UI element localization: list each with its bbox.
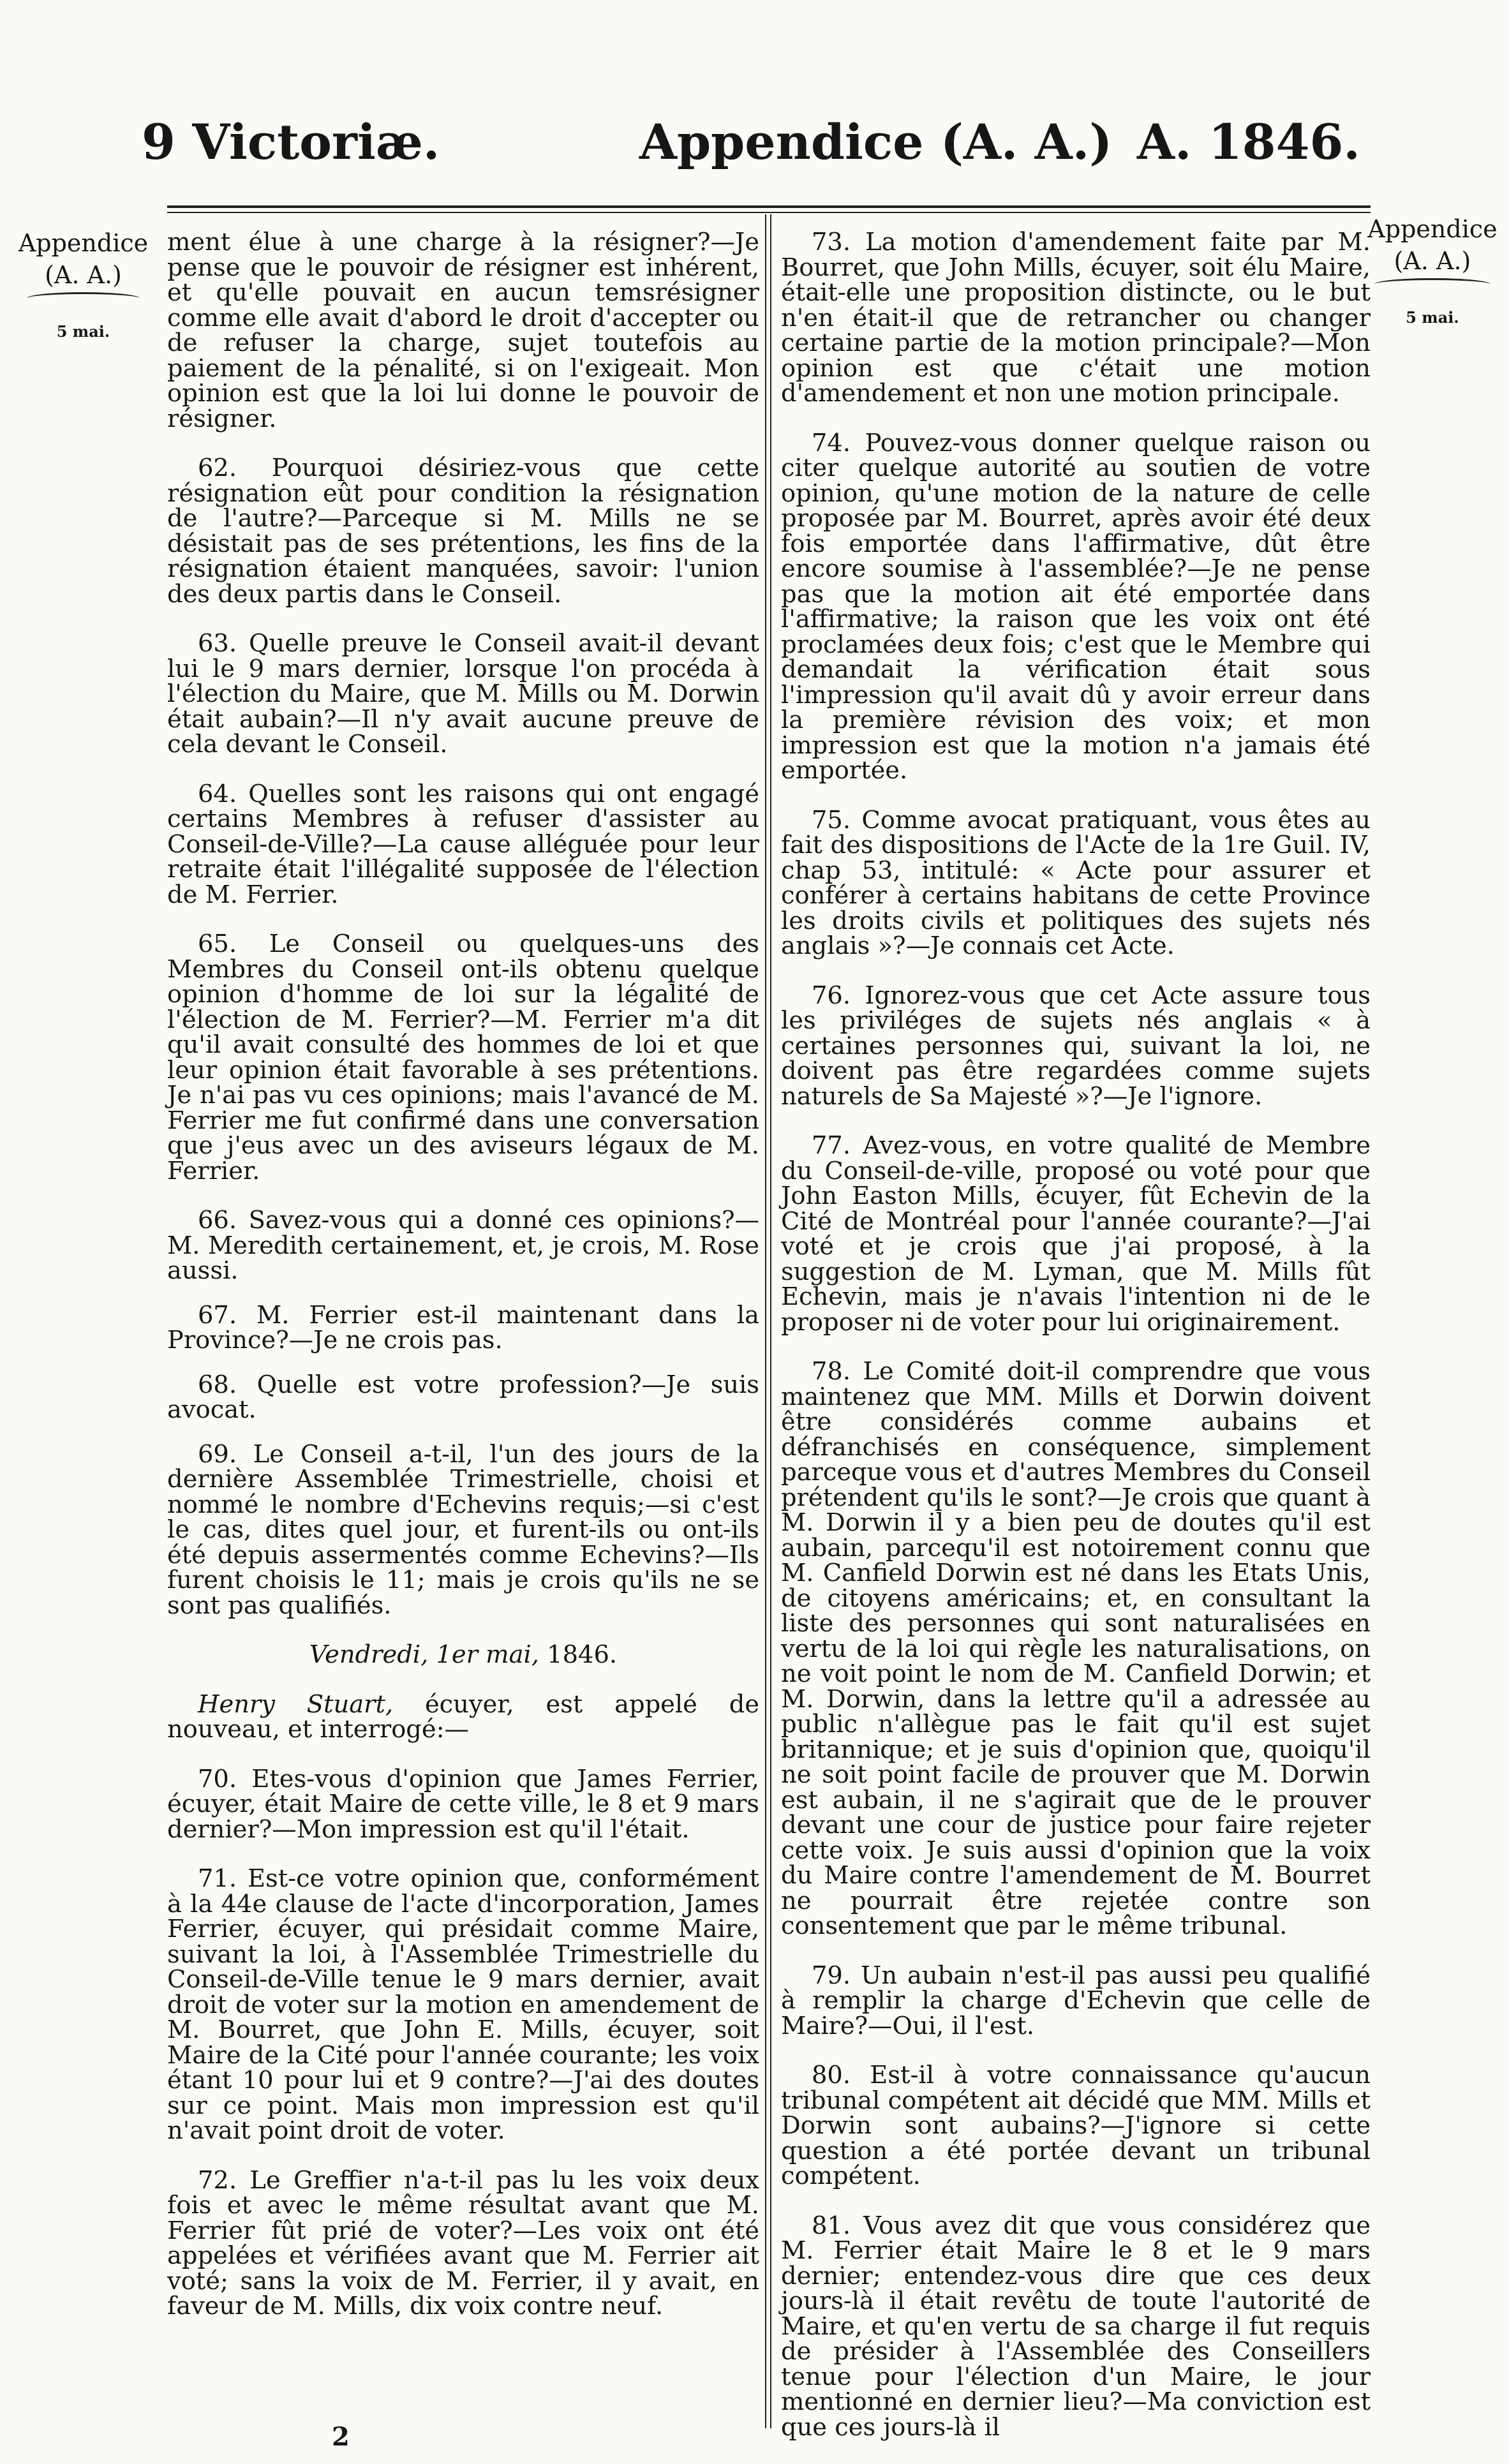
margin-brace (27, 292, 140, 304)
left-column (167, 230, 759, 2343)
question-80: 80. Est-il à votre connaissance qu'aucun tribunal compétent ait décidé que MM. Mills et Dorwin sont aubains?—J'ignore si cette question a été portée devant un tribunal compétent. (781, 2061, 1371, 2190)
witness-name: Henry Stuart, (198, 1689, 394, 1719)
margin-label: Appendice (1367, 215, 1498, 243)
question-67: 67. M. Ferrier est-il maintenant dans la Province?—Je ne crois pas. (167, 1300, 759, 1354)
header-year: A. 1846. (1137, 114, 1360, 170)
header-session: 9 Victoriæ. (142, 114, 440, 170)
question-64: 64. Quelles sont les raisons qui ont engagé certains Membres à refuser d'assister au Conseil-de-Ville?—La cause alléguée pour leur retraite était l'illégalité supposée de l'élection de M. Ferrier. (167, 779, 759, 909)
question-70: 70. Etes-vous d'opinion que James Ferrier, écuyer, était Maire de cette ville, le 8 et 9 mars dernier?—Mon impression est qu'il l'était. (167, 1764, 759, 1844)
column-divider-1 (765, 214, 766, 2428)
session-date (167, 1642, 759, 1668)
witness-text: écuyer, est appelé de nouveau, et interrogé:— (167, 1689, 759, 1744)
question-66: 66. Savez-vous qui a donné ces opinions?—M. Meredith certainement, et, je crois, M. Rose aussi. (167, 1206, 759, 1285)
margin-label-ref: (A. A.) (1394, 247, 1471, 275)
question-62: 62. Pourquoi désiriez-vous que cette résignation eût pour condition la résignation de l'autre?—Parceque si M. Mills ne se désistait pas de ses prétentions, les fins de la résignation étaient manquées, savoir: l'union des deux partis dans le Conseil. (167, 454, 759, 609)
margin-brace (1374, 278, 1490, 290)
witness-intro (167, 1689, 759, 1744)
margin-date: 5 mai. (56, 322, 110, 341)
question-73: 73. La motion d'amendement faite par M. Bourret, que John Mills, écuyer, soit élu Maire, était-elle une proposition distincte, ou le but n'en était-il que de retrancher ou changer certaine partie de la motion principale?—Mon opinion est que c'était une motion d'amendement et non une motion principale. (781, 228, 1371, 408)
question-71: 71. Est-ce votre opinion que, conformément à la 44e clause de l'acte d'incorporation, James Ferrier, écuyer, qui présidait comme Maire, suivant la loi, à l'Assemblée Trimestrielle du Conseil-de-Ville tenue le 9 mars dernier, avait droit de voter sur la motion en amendement de M. Bourret, que John E. Mills, écuyer, soit Maire de la Cité pour l'année courante; les voix étant 10 pour lui et 9 contre?—J'ai des doutes sur ce point. Mais mon impression est qu'il n'avait point droit de voter. (167, 1864, 759, 2145)
question-65: 65. Le Conseil ou quelques-uns des Membres du Conseil ont-ils obtenu quelque opinion d'homme de loi sur la légalité de l'élection de M. Ferrier?—M. Ferrier m'a dit qu'il avait consulté des hommes de loi et que leur opinion était favorable à ses prétentions. Je n'ai pas vu ces opinions; mais l'avancé de M. Ferrier me fut confirmé dans une conversation que j'eus avec un des aviseurs légaux de M. Ferrier. (167, 930, 759, 1185)
question-74: 74. Pouvez-vous donner quelque raison ou citer quelque autorité au soutien de votre opinion, qu'une motion de la nature de celle proposée par M. Bourret, après avoir été deux fois emportée dans l'affirmative, dût être encore soumise à l'assemblée?—Je ne pense pas que la motion ait été emportée dans l'affirmative; la raison que les voix ont été proclamées deux fois; c'est que le Membre qui demandait la vérification était sous l'impression qu'il avait dû y avoir erreur dans la première révision des voix; et mon impression est que la motion n'a jamais été emportée. (781, 428, 1371, 785)
session-day: Vendredi, 1er mai, (309, 1640, 539, 1669)
question-78: 78. Le Comité doit-il comprendre que vous maintenez que MM. Mills et Dorwin doivent être considérés comme aubains et défranchisés en conséquence, simplement parceque vous et d'autres Membres du Conseil prétendent qu'ils le sont?—Je crois que quant à M. Dorwin il y a bien peu de doutes qu'il est aubain, parcequ'il est notoirement connu que M. Canfield Dorwin est né dans les Etats Unis, de citoyens américains; et, en consultant la liste des personnes qui sont naturalisées en vertu de la loi qui règle les naturalisations, on ne voit point le nom de M. Canfield Dorwin; et M. Dorwin, dans la lettre qu'il a adressée au public n'allègue pas le fait qu'il est sujet britannique; et je suis d'opinion que, quoiqu'il ne soit point facile de prouver que M. Dorwin est aubain, il ne s'agirait que de le prouver devant une cour de justice pour faire rejeter cette voix. Je suis aussi d'opinion que la voix du Maire contre l'amendement de M. Bourret ne pourrait être rejetée contre son consentement que par le même tribunal. (781, 1357, 1371, 1940)
margin-note-left (18, 227, 149, 348)
question-72: 72. Le Greffier n'a-t-il pas lu les voix deux fois et avec le même résultat avant que M. Ferrier fût prié de voter?—Les voix ont été appelées et vérifiées avant que M. Ferrier ait voté; sans la voix de M. Ferrier, il y avait, en faveur de M. Mills, dix voix contre neuf. (167, 2165, 759, 2320)
session-year: 1846. (547, 1640, 618, 1669)
question-76: 76. Ignorez-vous que cet Acte assure tous les priviléges de sujets nés anglais « à certaines personnes qui, suivant la loi, ne doivent pas être regardées comme sujets naturels de Sa Majesté »?—Je l'ignore. (781, 981, 1371, 1111)
question-77: 77. Avez-vous, en votre qualité de Membre du Conseil-de-ville, proposé ou voté pour que John Easton Mills, écuyer, fût Echevin de la Cité de Montréal pour l'année courante?—J'ai voté et je crois que j'ai proposé, à la suggestion de M. Lyman, que M. Mills fût Echevin, mais je n'avais l'intention ni de le proposer ni de voter pour lui originairement. (781, 1131, 1371, 1337)
header-title: Appendice (A. A.) (639, 114, 1113, 170)
question-75: 75. Comme avocat pratiquant, vous êtes au fait des dispositions de l'Acte de la 1re Guil. IV, chap 53, intitulé: « Acte pour assurer et conférer à certains habitans de cette Province les droits civils et politiques des sujets nés anglais »?—Je connais cet Acte. (781, 805, 1371, 960)
column-divider-2 (770, 214, 771, 2428)
header-rule-thin (167, 212, 1371, 213)
header-rule-thick (167, 205, 1371, 208)
question-63: 63. Quelle preuve le Conseil avait-il devant lui le 9 mars dernier, lorsque l'on procéda à l'élection du Maire, que M. Mills ou M. Dorwin était aubain?—Il n'y avait aucune preuve de cela devant le Conseil. (167, 629, 759, 759)
page-number: 2 (332, 2422, 350, 2452)
right-column (781, 230, 1371, 2464)
margin-note-right (1365, 213, 1499, 334)
question-81: 81. Vous avez dit que vous considérez que M. Ferrier était Maire le 8 et le 9 mars dernier; entendez-vous dire que ces deux jours-là il était revêtu de toute l'autorité de Maire, et qu'en vertu de sa charge il fut requis de présider à l'Assemblée des Conseillers tenue pour l'élection d'un Maire, le jour mentionné en dernier lieu?—Ma conviction est que ces jours-là il (781, 2211, 1371, 2442)
question-68: 68. Quelle est votre profession?—Je suis avocat. (167, 1370, 759, 1424)
page-header (0, 114, 1509, 184)
margin-label-ref: (A. A.) (45, 261, 122, 289)
question-69: 69. Le Conseil a-t-il, l'un des jours de la dernière Assemblée Trimestrielle, choisi et nommé le nombre d'Echevins requis;—si c'est le cas, dites quel jour, et furent-ils ou ont-ils été depuis assermentés comme Echevins?—Ils furent choisis le 11; mais je crois qu'ils ne se sont pas qualifiés. (167, 1439, 759, 1620)
paragraph-continuation: ment élue à une charge à la résigner?—Je pense que le pouvoir de résigner est inhérent, et qu'elle pouvait en aucun temsrésigner comme elle avait d'abord le droit d'accepter ou de refuser la charge, sujet toutefois au paiement de la pénalité, si on l'exigeait. Mon opinion est que la loi lui donne le pouvoir de résigner. (167, 228, 759, 433)
margin-label: Appendice (18, 229, 149, 257)
question-79: 79. Un aubain n'est-il pas aussi peu qualifié à remplir la charge d'Echevin que celle de Maire?—Oui, il l'est. (781, 1961, 1371, 2040)
margin-date: 5 mai. (1406, 308, 1459, 327)
